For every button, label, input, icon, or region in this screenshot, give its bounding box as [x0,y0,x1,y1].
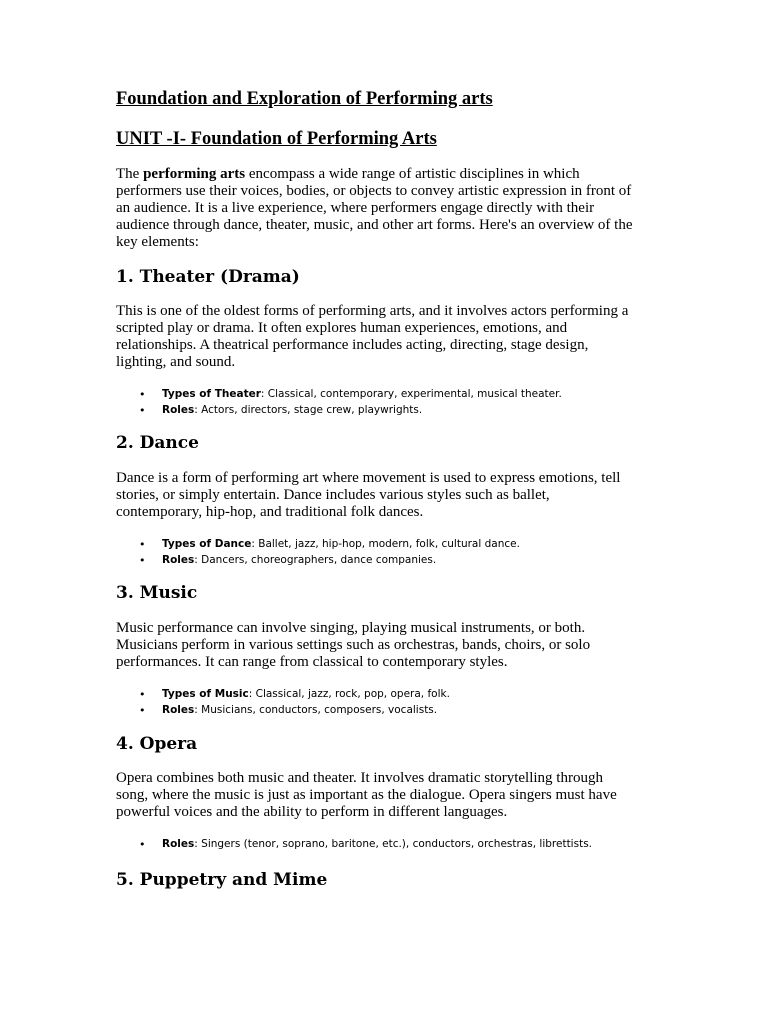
bullet-icon: • [139,703,146,717]
list-item: • Types of Music: Classical, jazz, rock, pop, opera, folk. [139,688,450,701]
list-item: • Types of Dance: Ballet, jazz, hip-hop, modern, folk, cultural dance. [139,538,520,551]
music-bullet-list [116,687,450,718]
bullet-icon: • [139,538,146,551]
bullet-icon: • [139,403,146,417]
opera-bullet-list [116,837,592,853]
theater-bullet-list [116,387,562,418]
document-title: Foundation and Exploration of Performing arts [116,89,493,109]
dance-paragraph: Dance is a form of performing art where movement is used to express emotions, tell stories, or simply entertain. Dance includes various styles such as ballet, contemporary, hip-hop, and traditional folk dances. [116,470,621,520]
section-heading-opera: 4. Opera [116,734,198,754]
section-heading-theater: 1. Theater (Drama) [116,267,300,287]
intro-paragraph [116,166,632,251]
music-paragraph: Music performance can involve singing, playing musical instruments, or both. Musicians perform in various settings such as orchestras, bands, choirs, or solo performances. It can range from classical to contemporary styles. [116,620,591,670]
section-heading-music: 3. Music [116,583,198,603]
bullet-icon: • [139,388,146,401]
opera-paragraph: Opera combines both music and theater. It involves dramatic storytelling through song, where the music is just as important as the dialogue. Opera singers must have powerful voices and the ability to perform in different languages. [116,770,617,820]
dance-bullet-list [116,537,520,568]
theater-paragraph: This is one of the oldest forms of performing arts, and it involves actors performing a scripted play or drama. It often explores human experiences, emotions, and relationships. A theatrical performance includes acting, directing, stage design, lighting, and sound. [116,303,629,370]
intro-line: key elements: [116,234,199,250]
list-item: • Types of Theater: Classical, contemporary, experimental, musical theater. [139,388,562,401]
section-heading-dance: 2. Dance [116,433,199,453]
intro-line: an audience. It is a live experience, where performers engage directly with their [116,200,595,216]
bullet-icon: • [139,838,146,851]
list-item: • Roles: Dancers, choreographers, dance companies. [139,553,437,567]
list-item: • Roles: Actors, directors, stage crew, playwrights. [139,403,423,417]
intro-line: The performing arts encompass a wide range of artistic disciplines in which [116,166,580,182]
list-item: • Roles: Singers (tenor, soprano, baritone, etc.), conductors, orchestras, librettists. [139,838,592,851]
bullet-icon: • [139,553,146,567]
intro-line: audience through dance, theater, music, and other art forms. Here's an overview of the [116,217,633,233]
list-item: • Roles: Musicians, conductors, composers, vocalists. [139,703,438,717]
bullet-icon: • [139,688,146,701]
unit-title: UNIT -I- Foundation of Performing Arts [116,129,437,149]
section-heading-puppetry: 5. Puppetry and Mime [116,870,328,890]
intro-line: performers use their voices, bodies, or objects to convey artistic expression in front of [116,183,632,199]
performing-arts-term: performing arts [143,166,246,182]
